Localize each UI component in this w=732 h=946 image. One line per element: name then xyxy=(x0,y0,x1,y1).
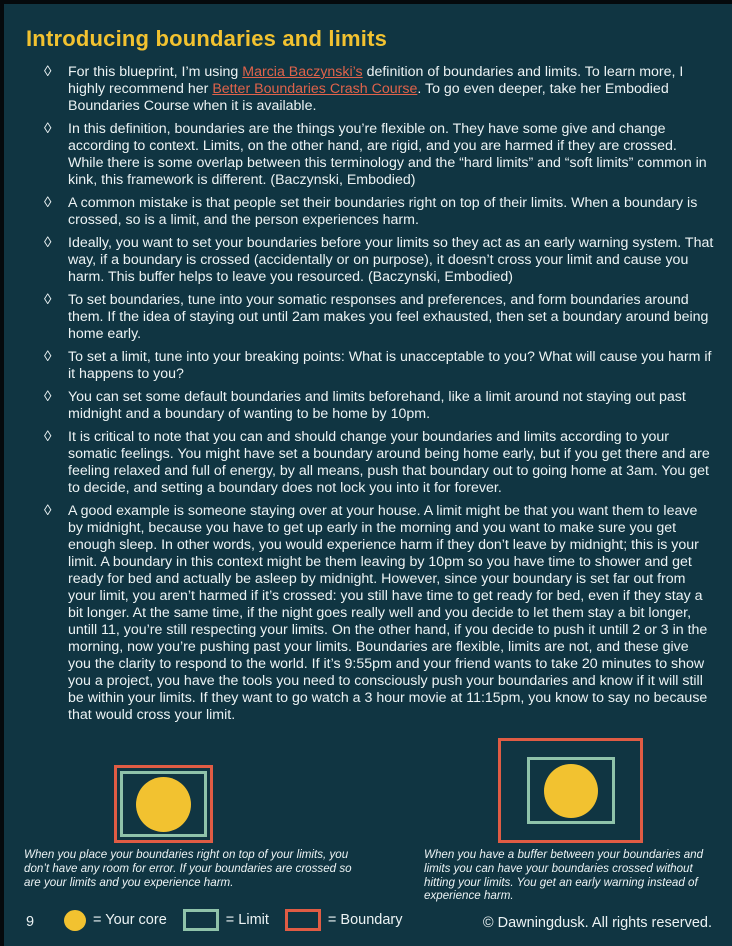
bullet-item xyxy=(44,121,714,189)
legend xyxy=(64,909,402,931)
limit-rect xyxy=(120,771,207,837)
bullet-item xyxy=(44,195,714,229)
legend-limit-label: = Limit xyxy=(225,912,269,928)
limit-swatch-icon xyxy=(183,909,219,931)
bullet-text xyxy=(68,429,714,497)
legend-core-label: = Your core xyxy=(93,912,167,928)
page-number: 9 xyxy=(26,914,35,930)
bullet-item xyxy=(44,64,714,115)
bullet-text xyxy=(68,121,714,189)
bullet-text-segment: definition of boundaries and limits. To learn more, I highly recommend her xyxy=(68,64,684,97)
bullet-text-segment: In this definition, boundaries are the things you’re flexible on. They have some give and change according to context. Limits, on the other hand, are rigid, and you are harmed if they are crossed. While there is some overlap between this terminology and the “hard limits” and “soft limits” common in kink, this framework is different. (Baczynski, Embodied) xyxy=(68,121,707,188)
boundary-swatch-icon xyxy=(285,909,321,931)
bullet-text xyxy=(68,389,714,423)
legend-item-boundary xyxy=(285,909,403,931)
bullet-text-segment: To set a limit, tune into your breaking points: What is unacceptable to you? What will cause you harm if it happens to you? xyxy=(68,349,712,382)
bullet-item xyxy=(44,429,714,497)
bullet-diamond-icon: ◊ xyxy=(44,502,52,519)
legend-boundary-label: = Boundary xyxy=(327,912,403,928)
bullet-diamond-icon: ◊ xyxy=(44,63,52,80)
bullet-text xyxy=(68,349,714,383)
inline-link[interactable]: Marcia Baczynski’s xyxy=(242,64,363,80)
diagram-boundary-on-limit xyxy=(114,765,213,843)
bullet-text-segment: For this blueprint, I’m using xyxy=(68,64,243,80)
bullet-diamond-icon: ◊ xyxy=(44,428,52,445)
limit-rect xyxy=(527,757,615,824)
bullet-text xyxy=(68,292,714,343)
bullet-item xyxy=(44,349,714,383)
inline-link[interactable]: Better Boundaries Crash Course xyxy=(212,81,418,97)
core-swatch-icon xyxy=(64,910,86,931)
bullet-diamond-icon: ◊ xyxy=(44,234,52,251)
bullet-text-segment: A good example is someone staying over at your house. A limit might be that you want them to leave by midnight, because you have to get up early in the morning and you want to make sure you get enough sleep. In other words, you would experience harm if they don’t leave by midnight; this is your limit. A boundary in this context might be them leaving by 10pm so you have time to shower and get ready for bed and actually be asleep by midnight. However, since your boundary is set far out from your limit, you aren’t harmed if it’s crossed: you still have time to get ready for bed, even if they stay a bit longer. At the same time, if the night goes really well and you decide to let them stay a bit longer, untill 11, you’re still respecting your limits. On the other hand, if you decide to push it untill 2 or 3 in the morning, now you’re pushing past your limits. Boundaries are flexible, limits are not, and these give you the clarity to respond to the world. If it’s 9:55pm and your friend wants to take 20 minutes to show you a project, you have the tools you need to consciously push your boundaries and know if it will still be within your limits. If they want to go watch a 3 hour movie at 11:15pm, you know to say no because that would cross your limit. xyxy=(68,503,708,723)
bullet-item xyxy=(44,503,714,724)
bullet-item xyxy=(44,292,714,343)
copyright-notice: © Dawningdusk. All rights reserved. xyxy=(482,915,712,931)
bullet-text-segment: To set boundaries, tune into your somatic responses and preferences, and form boundaries around them. If the idea of staying out until 2am makes you feel exhausted, then set a boundary around being home early. xyxy=(68,292,709,342)
bullet-item xyxy=(44,235,714,286)
right-diagram-caption: When you have a buffer between your boundaries and limits you can have your boundaries crossed without hitting your limits. You get an early warning instead of experience harm. xyxy=(424,848,704,903)
bullet-diamond-icon: ◊ xyxy=(44,388,52,405)
page-title: Introducing boundaries and limits xyxy=(26,26,388,51)
bullet-list xyxy=(44,64,714,724)
bullet-text-segment: It is critical to note that you can and should change your boundaries and limits according to your somatic feelings. You might have set a boundary around being home early, but if you get there and are feeling relaxed and full of energy, by all means, push that boundary out to going home at 3am. You get to decide, and setting a boundary does not lock you into it for forever. xyxy=(68,429,710,496)
bullet-text xyxy=(68,195,714,229)
bullet-text xyxy=(68,235,714,286)
bullet-diamond-icon: ◊ xyxy=(44,194,52,211)
legend-item-limit xyxy=(183,909,269,931)
bullet-text xyxy=(68,64,714,115)
bullet-diamond-icon: ◊ xyxy=(44,348,52,365)
bullet-text xyxy=(68,503,714,724)
core-circle xyxy=(544,764,598,818)
bullet-text-segment: . To go even deeper, take her Embodied Boundaries Course when it is available. xyxy=(68,81,669,114)
bullet-diamond-icon: ◊ xyxy=(44,120,52,137)
bullet-text-segment: A common mistake is that people set their boundaries right on top of their limits. When a boundary is crossed, so is a limit, and the person experiences harm. xyxy=(68,195,698,228)
core-circle xyxy=(136,777,191,832)
diagram-boundary-with-buffer xyxy=(498,738,643,843)
bullet-diamond-icon: ◊ xyxy=(44,291,52,308)
legend-item-core xyxy=(64,910,167,931)
left-diagram-caption: When you place your boundaries right on top of your limits, you don’t have any room for error. If your boundaries are crossed so are your limits and you experience harm. xyxy=(24,848,352,889)
bullet-item xyxy=(44,389,714,423)
bullet-text-segment: You can set some default boundaries and limits beforehand, like a limit around not staying out past midnight and a boundary of wanting to be home by 10pm. xyxy=(68,389,686,422)
bullet-text-segment: Ideally, you want to set your boundaries before your limits so they act as an early warning system. That way, if a boundary is crossed (accidentally or on purpose), it doesn’t cross your limit and cause you harm. This buffer helps to leave you resourced. (Baczynski, Embodied) xyxy=(68,235,714,285)
